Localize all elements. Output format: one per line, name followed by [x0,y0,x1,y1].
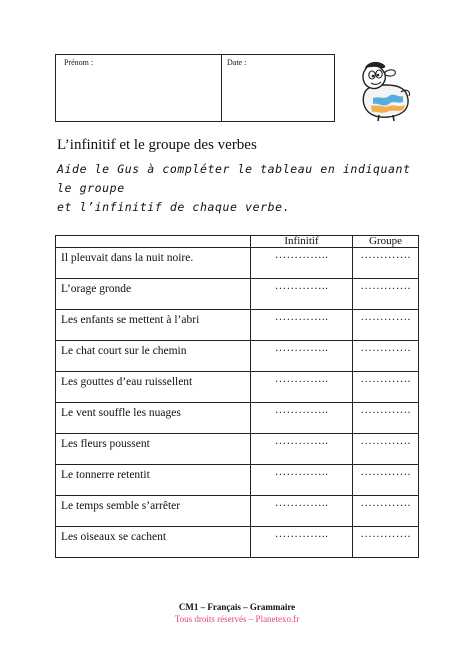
student-info-box [55,54,335,122]
table-row [56,434,419,465]
infinitif-answer[interactable]: ………….. [251,341,353,372]
header-sentence [56,236,251,248]
sentence-cell: Le tonnerre retentit [56,465,251,496]
groupe-answer[interactable]: …………. [353,279,419,310]
infinitif-answer[interactable]: ………….. [251,310,353,341]
infinitif-answer[interactable]: ………….. [251,465,353,496]
groupe-answer[interactable]: …………. [353,248,419,279]
infinitif-answer[interactable]: ………….. [251,403,353,434]
infinitif-answer[interactable]: ………….. [251,248,353,279]
table-row [56,310,419,341]
verb-table [55,235,419,558]
groupe-answer[interactable]: …………. [353,403,419,434]
instructions [57,160,427,217]
infinitif-answer[interactable]: ………….. [251,527,353,558]
table-row [56,248,419,279]
sentence-cell: Le vent souffle les nuages [56,403,251,434]
date-field[interactable] [222,55,334,121]
table-row [56,279,419,310]
infinitif-answer[interactable]: ………….. [251,496,353,527]
footer-title: CM1 – Français – Grammaire [178,602,296,612]
date-label: Date : [227,58,247,67]
first-name-field[interactable] [56,55,222,121]
table-row [56,341,419,372]
page-title: L’infinitif et le groupe des verbes [57,137,257,153]
header-infinitif: Infinitif [251,236,353,248]
groupe-answer[interactable]: …………. [353,434,419,465]
infinitif-answer[interactable]: ………….. [251,434,353,465]
header-groupe: Groupe [353,236,419,248]
table-row [56,496,419,527]
sentence-cell: Les oiseaux se cachent [56,527,251,558]
sheep-mascot-icon [351,58,419,122]
sentence-cell: L’orage gronde [56,279,251,310]
infinitif-answer[interactable]: ………….. [251,372,353,403]
table-row [56,403,419,434]
sentence-cell: Il pleuvait dans la nuit noire. [56,248,251,279]
groupe-answer[interactable]: …………. [353,310,419,341]
table-row [56,372,419,403]
sentence-cell: Les gouttes d’eau ruissellent [56,372,251,403]
groupe-answer[interactable]: …………. [353,372,419,403]
table-header-row [56,236,419,248]
groupe-answer[interactable]: …………. [353,465,419,496]
sentence-cell: Le temps semble s’arrêter [56,496,251,527]
table-row [56,527,419,558]
instructions-line-1: Aide le Gus à compléter le tableau en indiquant le groupe [57,162,411,195]
groupe-answer[interactable]: …………. [353,496,419,527]
infinitif-answer[interactable]: ………….. [251,279,353,310]
sentence-cell: Les fleurs poussent [56,434,251,465]
footer-copyright: Tous droits réservés – Planetexo.fr [174,614,300,624]
table-row [56,465,419,496]
sentence-cell: Les enfants se mettent à l’abri [56,310,251,341]
sentence-cell: Le chat court sur le chemin [56,341,251,372]
groupe-answer[interactable]: …………. [353,527,419,558]
instructions-line-2: et l’infinitif de chaque verbe. [57,200,291,214]
groupe-answer[interactable]: …………. [353,341,419,372]
first-name-label: Prénom : [64,58,94,67]
